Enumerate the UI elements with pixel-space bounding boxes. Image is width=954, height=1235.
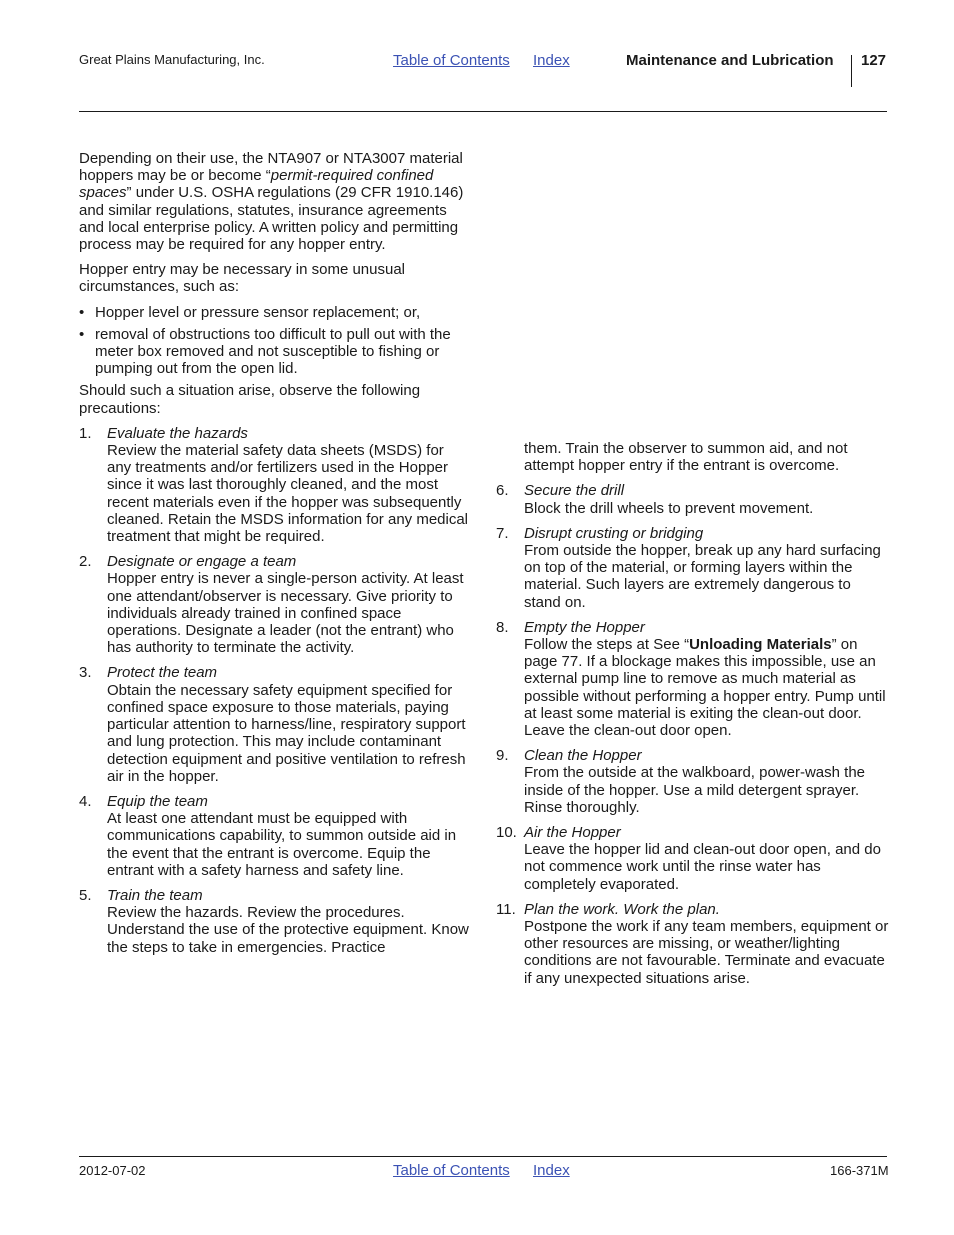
footer-table-of-contents-link[interactable]: Table of Contents [393, 1162, 510, 1179]
step-title: Evaluate the hazards [107, 424, 248, 442]
header-rule [79, 111, 887, 112]
step-number: 1. [79, 424, 92, 442]
step-title: Plan the work. Work the plan. [524, 900, 720, 918]
footer-rule [79, 1156, 887, 1157]
step-body: Follow the steps at See “Unloading Materials” on page 77. If a blockage makes this impossible, use an external pump line to remove as much material as possible without performing a hopper entry. Pump until at least some material is exiting the clean-out door. Leave the clean-out door open. [524, 636, 886, 740]
step-number: 5. [79, 886, 92, 904]
step-title: Empty the Hopper [524, 618, 645, 636]
step-3 [79, 664, 471, 784]
step-number: 10. [496, 824, 517, 842]
step-title: Protect the team [107, 664, 218, 682]
step-title: Equip the team [107, 792, 208, 810]
document-number: 166-371M [830, 1163, 889, 1178]
step-title: Secure the drill [524, 482, 625, 500]
section-title: Maintenance and Lubrication [626, 52, 834, 69]
step-body: Hopper entry is never a single-person activity. At least one attendant/observer is necessary. Give priority to individuals already trained in confined space operations. Designate a leader (not the entrant) who has authority to terminate the activity. [107, 570, 464, 657]
step-title: Clean the Hopper [524, 747, 642, 765]
step-7 [496, 525, 891, 611]
step-8 [496, 619, 891, 739]
precautions-lead-paragraph: Should such a situation arise, observe the following precautions: [79, 382, 421, 417]
step-body: Postpone the work if any team members, equipment or other resources are missing, or weather/lighting conditions are not favourable. Terminate and evacuate if any unexpected situations arise. [524, 918, 889, 987]
intro-paragraph: Depending on their use, the NTA907 or NTA3007 material hoppers may be or become “permit-required confined spaces” under U.S. OSHA regulations (29 CFR 1910.146) and similar regulations, statutes, insurance agreements and local enterprise policy. A written policy and permitting process may be required for any hopper entry. [79, 150, 464, 254]
step-title: Designate or engage a team [107, 553, 297, 571]
bullet-icon: • [79, 303, 85, 321]
header-divider [851, 55, 852, 87]
entry-circumstances-paragraph: Hopper entry may be necessary in some unusual circumstances, such as: [79, 261, 406, 296]
step-body: Block the drill wheels to prevent movement. [524, 499, 814, 517]
step-4 [79, 793, 471, 879]
step-number: 11. [496, 900, 516, 918]
step-5-continuation: them. Train the observer to summon aid, and not attempt hopper entry if the entrant is overcome. [524, 440, 848, 475]
publication-date: 2012-07-02 [79, 1163, 146, 1178]
page-number: 127 [861, 52, 887, 69]
step-number: 3. [79, 664, 92, 682]
company-name: Great Plains Manufacturing, Inc. [79, 52, 265, 67]
step-body: Obtain the necessary safety equipment specified for confined space exposure to those materials, paying particular attention to harness/line, respiratory support and lung protection. This may include contaminant detection equipment and positive ventilation to refresh air in the hopper. [107, 681, 466, 785]
unloading-materials-reference: Unloading Materials [689, 636, 832, 654]
step-number: 7. [496, 524, 509, 542]
list-item: • removal of obstructions too difficult to pull out with the meter box removed and not susceptible to fishing or pumping out from the open lid. [79, 325, 451, 378]
step-9 [496, 747, 891, 816]
step-body: From outside the hopper, break up any hard surfacing on top of the material, or forming layers within the material. Such layers are extremely dangerous to stand on. [524, 542, 881, 611]
step-number: 6. [496, 482, 509, 500]
confined-space-term: permit-required confined spaces [79, 167, 434, 202]
step-2 [79, 553, 471, 656]
step-body: Review the material safety data sheets (MSDS) for any treatments and/or fertilizers used in the Hopper since it was last thoroughly cleaned, and the most recent materials even if the hopper was subsequently cleaned. Retain the MSDS information for any medical treatment that might be required. [107, 442, 469, 546]
step-body: Leave the hopper lid and clean-out door open, and do not commence work until the rinse water has completely evaporated. [524, 841, 881, 893]
step-11 [496, 901, 891, 987]
step-10 [496, 824, 891, 893]
step-body: At least one attendant must be equipped with communications capability, to summon outside aid in the event that the entrant is overcome. Equip the entrant with a safety harness and safety line. [107, 810, 457, 879]
step-number: 8. [496, 618, 509, 636]
step-body: From the outside at the walkboard, power-wash the inside of the hopper. Use a mild detergent sprayer. Rinse thoroughly. [524, 764, 866, 816]
step-5 [79, 887, 471, 956]
step-number: 9. [496, 747, 509, 765]
step-title: Disrupt crusting or bridging [524, 524, 704, 542]
step-1 [79, 425, 471, 545]
step-6 [496, 482, 891, 516]
list-item: • Hopper level or pressure sensor replacement; or, [79, 303, 421, 321]
right-column [496, 440, 891, 995]
index-link[interactable]: Index [533, 52, 570, 69]
step-body: Review the hazards. Review the procedures. Understand the use of the protective equipment. Know the steps to take in emergencies. Practice [107, 904, 469, 956]
step-title: Air the Hopper [524, 824, 621, 842]
left-column [79, 150, 471, 964]
table-of-contents-link[interactable]: Table of Contents [393, 52, 510, 69]
step-title: Train the team [107, 886, 203, 904]
step-number: 2. [79, 553, 92, 571]
bullet-icon: • [79, 325, 85, 343]
step-number: 4. [79, 792, 92, 810]
footer-index-link[interactable]: Index [533, 1162, 570, 1179]
